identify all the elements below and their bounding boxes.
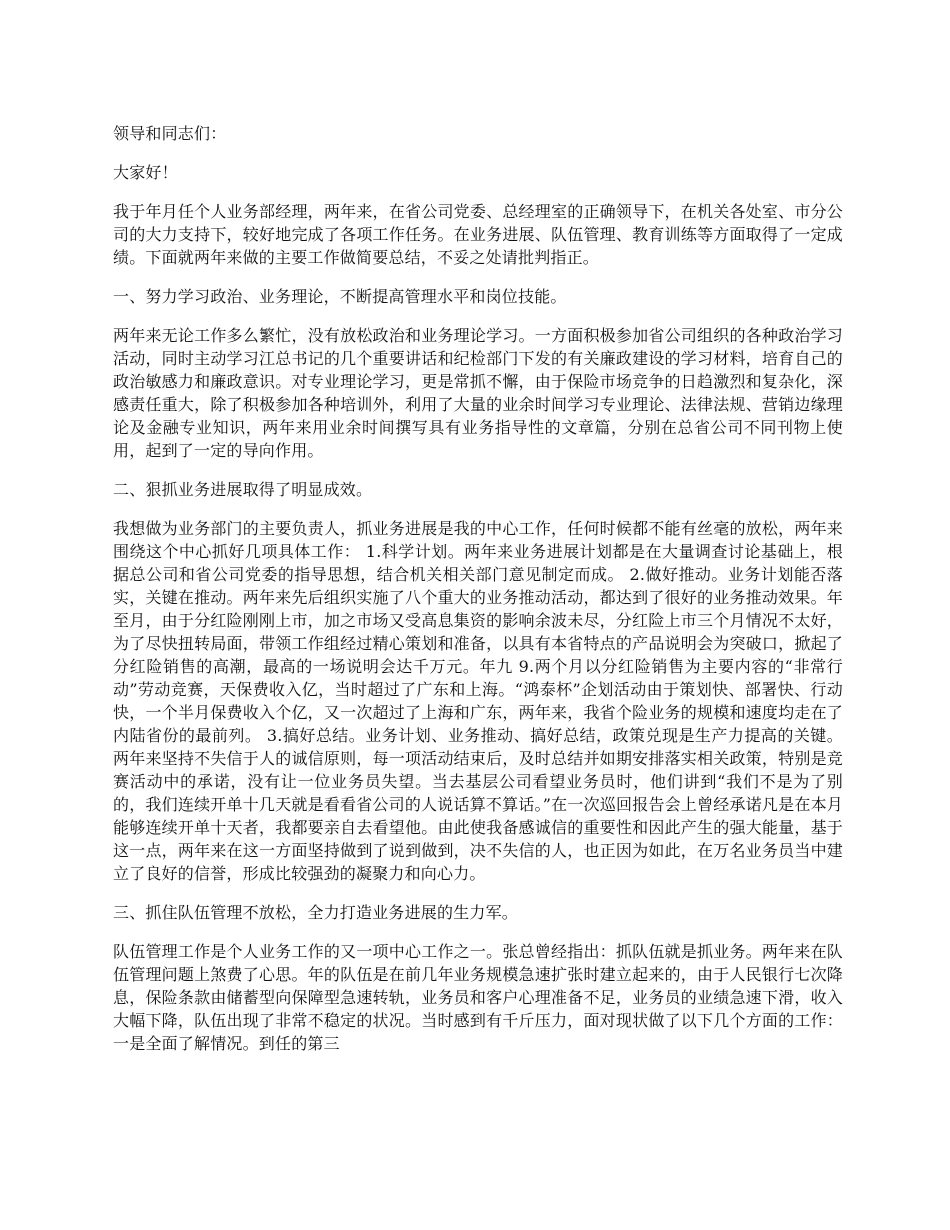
intro-paragraph: 我于年月任个人业务部经理，两年来，在省公司党委、总经理室的正确领导下，在机关各处室、市分公司的大力支持下，较好地完成了各项工作任务。在业务进展、队伍管理、教育训练等方面取得了一定成绩。下面就两年来做的主要工作做简要总结，不妥之处请批判指正。 [113, 202, 843, 267]
section-heading-3: 三、抓住队伍管理不放松，全力打造业务进展的生力军。 [113, 903, 519, 922]
section-1-paragraph: 两年来无论工作多么繁忙，没有放松政治和业务理论学习。一方面积极参加省公司组织的各种政治学习活动，同时主动学习江总书记的几个重要讲话和纪检部门下发的有关廉政建设的学习材料，培育自己的政治敏感力和廉政意识。对专业理论学习，更是常抓不懈，由于保险市场竞争的日趋激烈和复杂化，深感责任重大，除了积极参加各种培训外，利用了大量的业余时间学习专业理论、法律法规、营销边缘理论及金融专业知识，两年来用业余时间撰写具有业务指导性的文章篇，分别在总省公司不同刊物上使用，起到了一定的导向作用。 [113, 326, 843, 460]
section-2-paragraph: 我想做为业务部门的主要负责人，抓业务进展是我的中心工作，任何时候都不能有丝毫的放松，两年来围绕这个中心抓好几项具体工作： 1.科学计划。两年来业务进展计划都是在大量调查讨论基础上，根据总公司和省公司党委的指导思想，结合机关相关部门意见制定而成。 2.做好推动。业务计划能否落实，关键在推动。两年来先后组织实施了八个重大的业务推动活动，都达到了很好的业务推动效果。年至月，由于分红险刚刚上市，加之市场又受高息集资的影响余波未尽，分红险上市三个月情况不太好，为了尽快扭转局面，带领工作组经过精心策划和准备，以具有本省特点的产品说明会为突破口，掀起了分红险销售的高潮，最高的一场说明会达千万元。年九 9.两个月以分红险销售为主要内容的“非常行动”劳动竞赛，天保费收入亿，当时超过了广东和上海。“鸿泰杯”企划活动由于策划快、部署快、行动快，一个半月保费收入个亿，又一次超过了上海和广东，两年来，我省个险业务的规模和速度均走在了内陆省份的最前列。 3.搞好总结。业务计划、业务推动、搞好总结，政策兑现是生产力提高的关键。两年来坚持不失信于人的诚信原则，每一项活动结束后，及时总结并如期安排落实相关政策，特别是竞赛活动中的承诺，没有让一位业务员失望。当去基层公司看望业务员时，他们讲到“我们不是为了别的，我们连续开单十几天就是看看省公司的人说话算不算话。”在一次巡回报告会上曾经承诺凡是在本月能够连续开单十天者，我都要亲自去看望他。由此使我备感诚信的重要性和因此产生的强大能量，基于这一点，两年来在这一方面坚持做到了说到做到，决不失信的人，也正因为如此，在万名业务员当中建立了良好的信誉，形成比较强劲的凝聚力和向心力。 [113, 519, 843, 883]
salutation: 领导和同志们： [113, 124, 227, 143]
section-heading-2: 二、狠抓业务进展取得了明显成效。 [113, 480, 373, 499]
document-body [113, 122, 843, 1055]
section-heading-1: 一、努力学习政治、业务理论，不断提高管理水平和岗位技能。 [113, 287, 567, 306]
greeting: 大家好！ [113, 163, 178, 182]
section-3-paragraph: 队伍管理工作是个人业务工作的又一项中心工作之一。张总曾经指出：抓队伍就是抓业务。两年来在队伍管理问题上煞费了心思。年的队伍是在前几年业务规模急速扩张时建立起来的，由于人民银行七次降息，保险条款由储蓄型向保障型急速转轨，业务员和客户心理准备不足，业务员的业绩急速下滑，收入大幅下降，队伍出现了非常不稳定的状况。当时感到有千斤压力，面对现状做了以下几个方面的工作：一是全面了解情况。到任的第三 [113, 942, 843, 1053]
